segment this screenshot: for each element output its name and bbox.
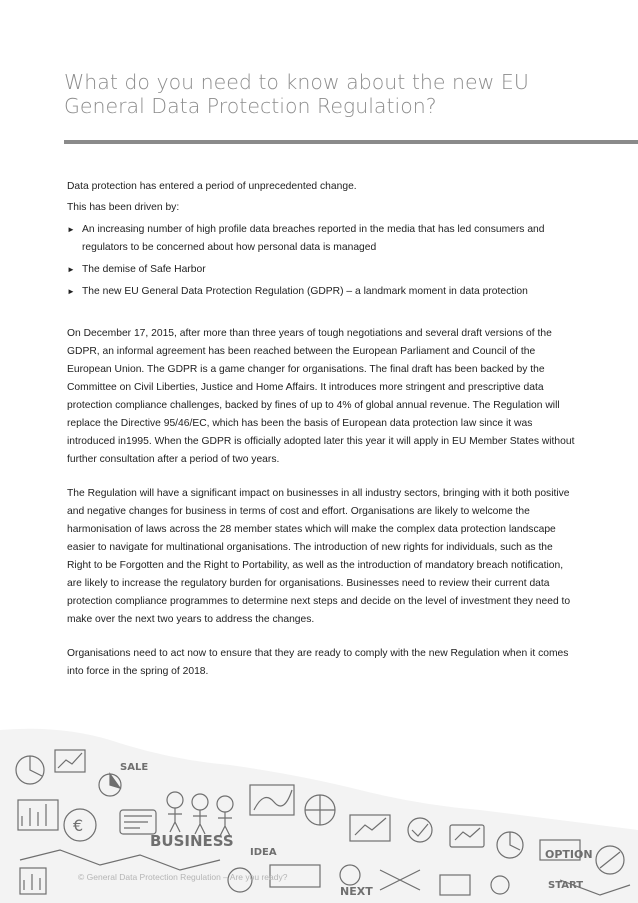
triangle-bullet-icon: ► [67, 287, 75, 296]
collage-word-sale: SALE [120, 762, 149, 773]
intro-line-1: Data protection has entered a period of unprecedented change. [67, 181, 357, 192]
page-footer: © General Data Protection Regulation – Are you ready? [78, 872, 288, 882]
collage-word-business: BUSINESS [150, 832, 234, 850]
svg-text:€: € [73, 816, 84, 835]
triangle-bullet-icon: ► [67, 225, 75, 234]
collage-word-next: NEXT [340, 885, 373, 898]
title-line-2: General Data Protection Regulation? [64, 94, 437, 118]
title-line-1: What do you need to know about the new EU [64, 70, 529, 94]
driver-list [67, 221, 579, 301]
collage-word-start: START [548, 880, 584, 891]
list-item [67, 283, 579, 301]
list-item [67, 261, 579, 279]
list-item [67, 221, 579, 257]
paragraph-call-to-action: Organisations need to act now to ensure that they are ready to comply with the new Regulation when it comes into force in the spring of 2018. [67, 648, 569, 677]
paragraph-business-impact: The Regulation will have a significant impact on businesses in all industry sectors, bringing with it both positive and negative changes for business in terms of cost and effort. Organisations are likely to welcome the harmonisation of laws across the 28 member states which will make the complex data protection landscape easier to navigate for multinational organisations. The introduction of new rights for individuals, such as the Right to be Forgotten and the Right to Portability, as well as the introduction of mandatory breach notification, are likely to increase the regulatory burden for organisations. Businesses need to review their current data protection compliance programmes to determine next steps and decide on the level of investment they need to make over the next two years to address the changes. [67, 488, 571, 625]
triangle-bullet-icon: ► [67, 265, 75, 274]
list-item-text: The demise of Safe Harbor [82, 264, 206, 275]
page-title [64, 70, 584, 118]
title-divider [64, 140, 638, 144]
collage-word-idea: IDEA [250, 847, 277, 858]
list-item-text: An increasing number of high profile data breaches reported in the media that has led consumers and regulators to be concerned about how personal data is managed [82, 224, 545, 253]
document-body [67, 178, 579, 681]
intro-line-2: This has been driven by: [67, 202, 180, 213]
collage-word-option: OPTION [545, 848, 593, 861]
list-item-text: The new EU General Data Protection Regulation (GDPR) – a landmark moment in data protection [82, 286, 528, 297]
paragraph-gdpr-agreement: On December 17, 2015, after more than three years of tough negotiations and several draft versions of the GDPR, an informal agreement has been reached between the European Parliament and Council of the European Union. The GDPR is a game changer for organisations. The final draft has been backed by the Committee on Civil Liberties, Justice and Home Affairs. It introduces more stringent and prescriptive data protection compliance challenges, backed by fines of up to 4% of global annual revenue. The Regulation will replace the Directive 95/46/EC, which has been the basis of European data protection law since it was introduced in1995. When the GDPR is officially adopted later this year it will apply in EU Member States without further consultation after a period of two years. [67, 328, 575, 465]
